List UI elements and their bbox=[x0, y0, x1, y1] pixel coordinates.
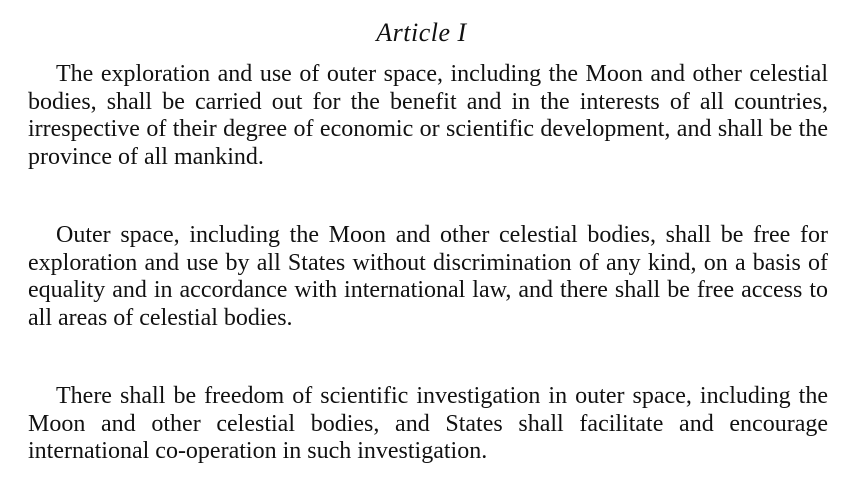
article-paragraph-2: Outer space, including the Moon and other celestial bodies, shall be free for exploration and use by all States without discrimination of any kind, on a basis of equality and in accordance with international law, and there shall be free access to all areas of celestial bodies. bbox=[28, 222, 828, 331]
article-heading: Article I bbox=[376, 18, 467, 47]
article-paragraph-1: The exploration and use of outer space, including the Moon and other celestial bodies, shall be carried out for the benefit and in the interests of all countries, irrespective of their degree of economic or scientific development, and shall be the province of all mankind. bbox=[28, 61, 828, 170]
article-paragraph-3: There shall be freedom of scientific investigation in outer space, including the Moon and other celestial bodies, and States shall facilitate and encourage international co-operation in such investigation. bbox=[28, 383, 828, 464]
